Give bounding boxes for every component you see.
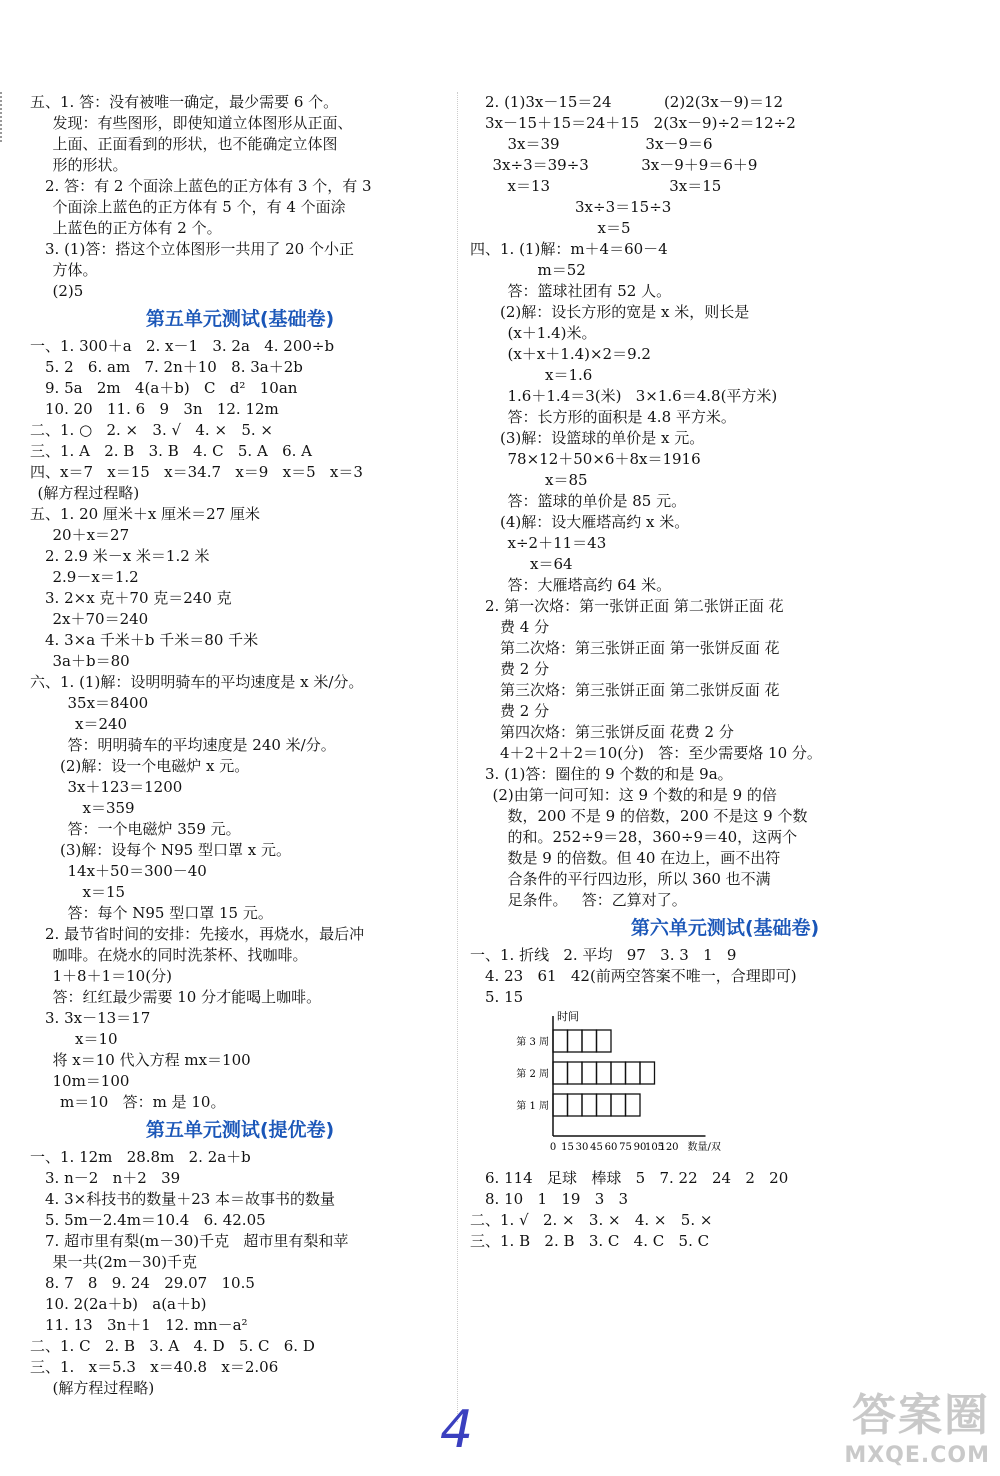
answer-line: 费 2 分	[500, 702, 550, 720]
answer-line: 3. (1)答：圈住的 9 个数的和是 9a。	[485, 765, 733, 783]
answer-line: 20＋x＝27	[52, 526, 130, 544]
y-axis-label: 时间	[557, 1010, 579, 1023]
bar-segment	[553, 1062, 568, 1084]
answer-line: 的和。252÷9＝28，360÷9＝40，这两个	[507, 828, 798, 846]
answer-line: (x＋1.4)米。	[507, 324, 597, 342]
answer-line: 5. 5m－2.4m＝10.4 6. 42.05	[45, 1211, 266, 1229]
answer-line: 上蓝色的正方体有 2 个。	[52, 219, 222, 237]
answer-line: 二、1. √ 2. × 3. × 4. × 5. ×	[470, 1211, 713, 1229]
answer-line: 三、1. A 2. B 3. B 4. C 5. A 6. A	[30, 442, 313, 460]
answer-line: (2)5	[52, 282, 84, 300]
x-tick-label: 30	[575, 1142, 589, 1153]
bar-segment	[568, 1030, 583, 1052]
answer-line: 2. 2.9 米－x 米＝1.2 米	[45, 547, 210, 565]
section-heading: 第五单元测试(提优卷)	[145, 1119, 335, 1141]
answer-line: 4. 3×a 千米＋b 千米＝80 千米	[45, 631, 259, 649]
answer-line: 答：大雁塔高约 64 米。	[507, 576, 672, 594]
category-label: 第 1 周	[516, 1101, 549, 1112]
answer-line: 2.9－x＝1.2	[52, 568, 139, 586]
answer-line: 14x＋50＝300－40	[67, 862, 207, 880]
answer-line: 答：红红最少需要 10 分才能喝上咖啡。	[52, 988, 322, 1006]
answer-line: 3x＝39 3x－9＝6	[507, 135, 713, 153]
answer-line: 第三次烙：第三张饼正面 第二张饼反面 花	[500, 681, 780, 699]
answer-line: (解方程过程略)	[52, 1379, 155, 1397]
section-heading: 第五单元测试(基础卷)	[145, 308, 335, 330]
left-column	[30, 92, 450, 1399]
answer-line: 2. 答：有 2 个面涂上蓝色的正方体有 3 个，有 3	[45, 177, 372, 195]
answer-line: 9. 5a 2m 4(a＋b) C d² 10an	[45, 379, 298, 397]
page-number: 4	[440, 1400, 474, 1460]
answer-line: 费 4 分	[500, 618, 550, 636]
answer-line: x＝64	[530, 555, 573, 573]
answer-line: 2. (1)3x－15＝24 (2)2(3x－9)＝12	[485, 93, 784, 111]
answer-line: 方体。	[52, 261, 98, 279]
answer-line: 答：明明骑车的平均速度是 240 米/分。	[67, 736, 336, 754]
answer-line: (解方程过程略)	[37, 484, 140, 502]
answer-line: 3x÷3＝39÷3 3x－9＋9＝6＋9	[492, 156, 758, 174]
bar-segment	[568, 1094, 583, 1116]
answer-line: 3x＋123＝1200	[67, 778, 183, 796]
answer-line: 将 x＝10 代入方程 mx＝100	[52, 1051, 251, 1069]
answer-line: 35x＝8400	[67, 694, 149, 712]
bar-segment	[582, 1062, 597, 1084]
answer-line: 五、1. 20 厘米＋x 厘米＝27 厘米	[30, 505, 261, 523]
answer-line: 六、1. (1)解：设明明骑车的平均速度是 x 米/分。	[30, 673, 364, 691]
answer-line: (x＋x＋1.4)×2＝9.2	[507, 345, 651, 363]
answer-line: 一、1. 300＋a 2. x－1 3. 2a 4. 200÷b	[30, 337, 335, 355]
bar-segment	[568, 1062, 583, 1084]
x-tick-label: 15	[561, 1142, 574, 1153]
watermark	[844, 1379, 990, 1468]
bar-chart	[470, 1008, 980, 1168]
answer-line: (4)解：设大雁塔高约 x 米。	[500, 513, 690, 531]
answer-line: 合条件的平行四边形，所以 360 也不满	[507, 870, 771, 888]
answer-line: 数，200 不是 9 的倍数，200 不是这 9 个数	[507, 807, 808, 825]
answer-line: 3a＋b＝80	[52, 652, 130, 670]
answer-line: x＝85	[545, 471, 588, 489]
answer-line: 个面涂上蓝色的正方体有 5 个，有 4 个面涂	[52, 198, 346, 216]
answer-line: 费 2 分	[500, 660, 550, 678]
right-column	[470, 92, 980, 1252]
bar-segment	[597, 1094, 612, 1116]
answer-line: 10. 20 11. 6 9 3n 12. 12m	[45, 400, 279, 418]
answer-line: 发现：有些图形，即使知道立体图形从正面、	[52, 114, 353, 132]
answer-line: 7. 超市里有梨(m－30)千克 超市里有梨和苹	[45, 1232, 349, 1250]
answer-line: 1＋8＋1＝10(分)	[52, 967, 172, 985]
answer-line: 答：篮球社团有 52 人。	[507, 282, 672, 300]
answer-line: 6. 114 足球 棒球 5 7. 22 24 2 20	[485, 1169, 789, 1187]
answer-line: 3. 2×x 克＋70 克＝240 克	[45, 589, 232, 607]
answer-line: 答：篮球的单价是 85 元。	[507, 492, 687, 510]
answer-line: 第二次烙：第三张饼正面 第一张饼反面 花	[500, 639, 780, 657]
answer-line: x＝13 3x＝15	[507, 177, 722, 195]
answer-line: 10m＝100	[52, 1072, 130, 1090]
bar-segment	[626, 1062, 641, 1084]
answer-line: 答：长方形的面积是 4.8 平方米。	[507, 408, 736, 426]
category-label: 第 2 周	[516, 1069, 549, 1080]
answer-line: 8. 10 1 19 3 3	[485, 1190, 629, 1208]
watermark-line1: 答案圈	[852, 1390, 990, 1441]
answer-line: 三、1. B 2. B 3. C 4. C 5. C	[470, 1232, 710, 1250]
x-tick-label: 105	[644, 1142, 665, 1153]
chart-svg	[500, 1008, 820, 1164]
bar-segment	[597, 1062, 612, 1084]
x-tick-label: 120	[659, 1142, 679, 1153]
answer-line: m＝10 答：m 是 10。	[60, 1093, 226, 1111]
answer-line: 3x－15＋15＝24＋15 2(3x－9)÷2＝12÷2	[485, 114, 796, 132]
margin-dotted-line	[0, 92, 8, 142]
bar-segment	[626, 1094, 641, 1116]
answer-line: (3)解：设篮球的单价是 x 元。	[500, 429, 705, 447]
x-tick-label: 75	[619, 1142, 632, 1153]
answer-line: 3. 3x－13＝17	[45, 1009, 151, 1027]
answer-line: (3)解：设每个 N95 型口罩 x 元。	[60, 841, 291, 859]
answer-line: x＝359	[82, 799, 135, 817]
answer-line: 2. 第一次烙：第一张饼正面 第二张饼正面 花	[485, 597, 784, 615]
x-tick-label: 0	[549, 1142, 557, 1153]
answer-line: 咖啡。在烧水的同时洗茶杯、找咖啡。	[52, 946, 308, 964]
watermark-line2: MXQE.COM	[844, 1443, 990, 1468]
bar-segment	[611, 1094, 626, 1116]
answer-line: 二、1. ○ 2. × 3. √ 4. × 5. ×	[30, 421, 273, 439]
category-label: 第 3 周	[516, 1037, 549, 1048]
answer-line: 足条件。 答：乙算对了。	[507, 891, 687, 909]
answer-line: 11. 13 3n＋1 12. mn－a²	[45, 1316, 248, 1334]
x-axis-label: 数量/双	[687, 1142, 721, 1153]
answer-line: 78×12＋50×6＋8x＝1916	[507, 450, 701, 468]
answer-line: 4. 3×科技书的数量＋23 本＝故事书的数量	[45, 1190, 336, 1208]
answer-line: 数是 9 的倍数。但 40 在边上，画不出符	[507, 849, 781, 867]
bar-segment	[553, 1030, 568, 1052]
bar-segment	[553, 1094, 568, 1116]
bar-segment	[611, 1062, 626, 1084]
answer-line: 第四次烙：第三张饼反面 花费 2 分	[500, 723, 734, 741]
answer-line: x÷2＋11＝43	[507, 534, 607, 552]
answer-line: 五、1. 答：没有被唯一确定，最少需要 6 个。	[30, 93, 339, 111]
bar-segment	[597, 1030, 612, 1052]
answer-line: m＝52	[537, 261, 586, 279]
answer-line: 上面、正面看到的形状，也不能确定立体图	[52, 135, 338, 153]
x-tick-label: 60	[604, 1142, 618, 1153]
answer-line: x＝1.6	[545, 366, 593, 384]
answer-line: 2. 最节省时间的安排：先接水，再烧水，最后冲	[45, 925, 365, 943]
section-heading: 第六单元测试(基础卷)	[630, 917, 820, 939]
answer-line: 答：一个电磁炉 359 元。	[67, 820, 241, 838]
answer-line: 4. 23 61 42(前两空答案不唯一，合理即可)	[485, 967, 797, 985]
answer-line: 四、x＝7 x＝15 x＝34.7 x＝9 x＝5 x＝3	[30, 463, 363, 481]
answer-line: 形的形状。	[52, 156, 128, 174]
answer-line: x＝240	[75, 715, 128, 733]
answer-line: (2)解：设长方形的宽是 x 米，则长是	[500, 303, 750, 321]
answer-line: (2)由第一问可知：这 9 个数的和是 9 的倍	[492, 786, 777, 804]
answer-line: 二、1. C 2. B 3. A 4. D 5. C 6. D	[30, 1337, 315, 1355]
answer-line: (2)解：设一个电磁炉 x 元。	[60, 757, 250, 775]
answer-line: x＝10	[75, 1030, 118, 1048]
answer-line: 一、1. 折线 2. 平均 97 3. 3 1 9	[470, 946, 737, 964]
answer-line: 一、1. 12m 28.8m 2. 2a＋b	[30, 1148, 251, 1166]
answer-line: 答：每个 N95 型口罩 15 元。	[67, 904, 273, 922]
bar-segment	[640, 1062, 655, 1084]
answer-line: x＝5	[597, 219, 631, 237]
x-tick-label: 90	[633, 1142, 647, 1153]
bar-segment	[582, 1030, 597, 1052]
answer-line: 3. n－2 n＋2 39	[45, 1169, 181, 1187]
answer-line: x＝15	[82, 883, 126, 901]
answer-line: 1.6＋1.4＝3(米) 3×1.6＝4.8(平方米)	[507, 387, 778, 405]
answer-line: 果一共(2m－30)千克	[52, 1253, 198, 1271]
x-tick-label: 45	[590, 1142, 603, 1153]
answer-line: 5. 2 6. am 7. 2n＋10 8. 3a＋2b	[45, 358, 303, 376]
answer-line: 8. 7 8 9. 24 29.07 10.5	[45, 1274, 255, 1292]
answer-line: 10. 2(2a＋b) a(a＋b)	[45, 1295, 207, 1313]
bar-segment	[582, 1094, 597, 1116]
answer-line: 2x＋70＝240	[52, 610, 149, 628]
column-divider	[457, 92, 458, 1422]
answer-line: 5. 15	[485, 988, 524, 1006]
answer-line: 3. (1)答：搭这个立体图形一共用了 20 个小正	[45, 240, 354, 258]
answer-line: 四、1. (1)解：m＋4＝60－4	[470, 240, 668, 258]
answer-line: 三、1. x＝5.3 x＝40.8 x＝2.06	[30, 1358, 279, 1376]
answer-line: 4＋2＋2＋2＝10(分) 答：至少需要烙 10 分。	[500, 744, 822, 762]
answer-line: 3x÷3＝15÷3	[575, 198, 672, 216]
